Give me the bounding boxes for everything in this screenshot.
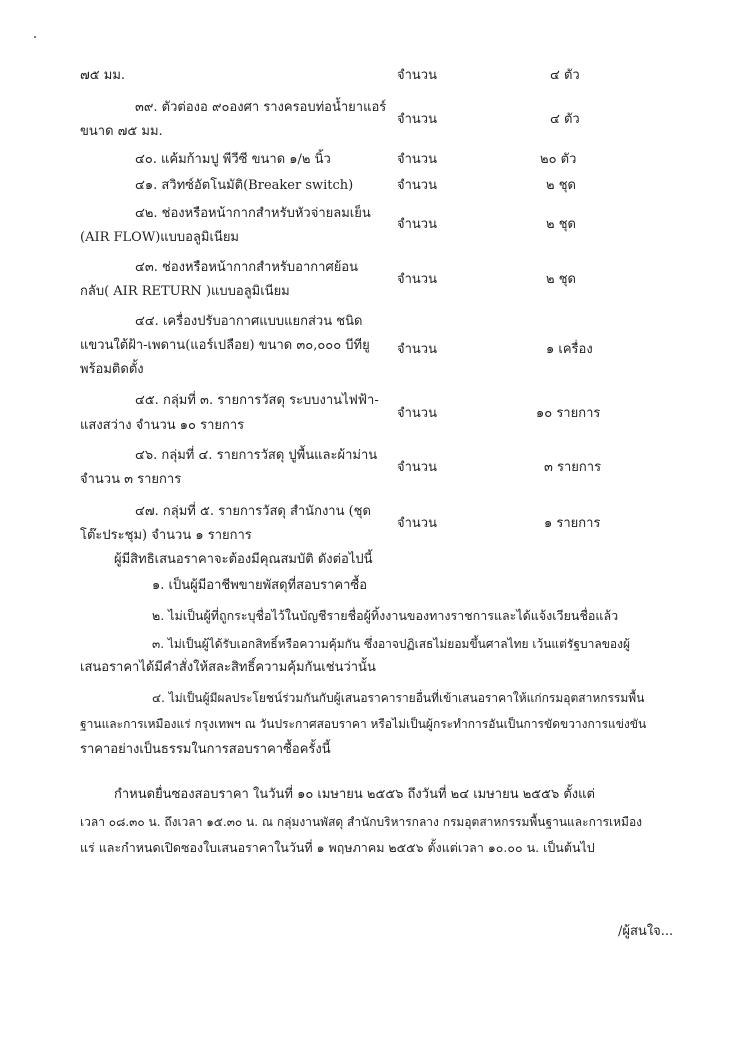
item-4-line-1: (AIR FLOW)แบบอลูมิเนียม [80, 230, 240, 245]
schedule-line-3: แร่ และกำหนดเปิดซองใบเสนอราคาในวันที่ ๑ พฤษภาคม ๒๕๕๖ ตั้งแต่เวลา ๑๐.๐๐ น. เป็นต้นไป [80, 840, 595, 855]
item-0-qty: ๔ ตัว [550, 68, 580, 83]
item-7-line-1: แสงสว่าง จำนวน ๑๐ รายการ [80, 418, 245, 433]
qualification-3-line-1: ๓. ไม่เป็นผู้ได้รับเอกสิทธิ์หรือความคุ้มกัน ซึ่งอาจปฏิเสธไม่ยอมขึ้นศาลไทย เว้นแต่รัฐบาลของผู้ [152, 637, 631, 651]
qualification-4-line-2: ฐานและการเหมืองแร่ กรุงเทพฯ ณ วันประกาศสอบราคา หรือไม่เป็นผู้กระทำการอันเป็นการขัดขวางการแข่งขัน [80, 717, 647, 731]
item-7-unit: จำนวน [397, 406, 437, 421]
item-6-unit: จำนวน [397, 342, 437, 357]
item-7-line-0: ๔๕. กลุ่มที่ ๓. รายการวัสดุ ระบบงานไฟฟ้า- [135, 393, 379, 408]
item-1-line-0: ๓๙. ตัวต่องอ ๙๐องศา รางครอบท่อน้ำยาแอร์ [135, 100, 387, 115]
qualifications-heading: ผู้มีสิทธิเสนอราคาจะต้องมีคุณสมบัติ ดังต่อไปนี้ [114, 552, 373, 567]
item-0-unit: จำนวน [397, 68, 437, 83]
schedule-line-2: เวลา ๐๘.๓๐ น. ถึงเวลา ๑๕.๓๐ น. ณ กลุ่มงานพัสดุ สำนักบริหารกลาง กรมอุตสาหกรรมพื้นฐานและการเหมือง [80, 815, 643, 829]
item-8-line-0: ๔๖. กลุ่มที่ ๔. รายการวัสดุ ปูพื้นและผ้าม่าน [135, 448, 378, 463]
continued-marker: /ผู้สนใจ... [618, 924, 674, 939]
item-7-qty: ๑๐ รายการ [536, 406, 601, 421]
qualification-1: ๑. เป็นผู้มีอาชีพขายพัสดุที่สอบราคาซื้อ [152, 578, 368, 593]
qualification-2: ๒. ไม่เป็นผู้ที่ถูกระบุชื่อไว้ในบัญชีรายชื่อผู้ทิ้งงานของทางราชการและได้แจ้งเวียนชื่อแล้ว [152, 608, 619, 623]
item-9-qty: ๑ รายการ [544, 516, 601, 531]
qualification-4-line-3: ราคาอย่างเป็นธรรมในการสอบราคาซื้อครั้งนี้ [80, 742, 331, 757]
item-5-qty: ๒ ชุด [546, 272, 576, 287]
item-6-line-1: แขวนใต้ฝ้า-เพดาน(แอร์เปลือย) ขนาด ๓๐,๐๐๐ บีทียู [80, 338, 370, 353]
item-4-qty: ๒ ชุด [546, 217, 576, 232]
item-9-unit: จำนวน [397, 516, 437, 531]
item-1-line-1: ขนาด ๗๕ มม. [80, 124, 163, 139]
item-4-line-0: ๔๒. ช่องหรือหน้ากากสำหรับหัวจ่ายลมเย็น [135, 206, 371, 221]
item-6-line-0: ๔๔. เครื่องปรับอากาศแบบแยกส่วน ชนิด [135, 314, 363, 329]
scan-speck [34, 36, 36, 38]
item-6-line-2: พร้อมติดตั้ง [80, 362, 144, 377]
item-2-unit: จำนวน [397, 152, 437, 167]
item-5-unit: จำนวน [397, 272, 437, 287]
item-9-line-0: ๔๗. กลุ่มที่ ๕. รายการวัสดุ สำนักงาน (ชุด [135, 504, 371, 519]
item-3-unit: จำนวน [397, 178, 437, 193]
item-6-qty: ๑ เครื่อง [546, 342, 593, 357]
item-4-unit: จำนวน [397, 217, 437, 232]
item-0-line-0: ๗๕ มม. [80, 68, 126, 83]
item-5-line-1: กลับ( AIR RETURN )แบบอลูมิเนียม [80, 284, 290, 299]
item-8-qty: ๓ รายการ [544, 460, 602, 475]
item-8-unit: จำนวน [397, 460, 437, 475]
item-3-line-0: ๔๑. สวิทซ์อัตโนมัติ(Breaker switch) [135, 178, 354, 193]
qualification-4-line-1: ๔. ไม่เป็นผู้มีผลประโยชน์ร่วมกันกับผู้เสนอราคารายอื่นที่เข้าเสนอราคาให้แก่กรมอุตสาหกรรมพื้น [152, 691, 645, 705]
qualification-3-line-2: เสนอราคาได้มีคำสั่งให้สละสิทธิ์ความคุ้มกันเช่นว่านั้น [80, 660, 376, 675]
item-2-line-0: ๔๐. แค้มก้ามปู พีวีซี ขนาด ๑/๒ นิ้ว [135, 152, 331, 167]
item-5-line-0: ๔๓. ช่องหรือหน้ากากสำหรับอากาศย้อน [135, 260, 359, 275]
item-2-qty: ๒๐ ตัว [540, 152, 577, 167]
item-8-line-1: จำนวน ๓ รายการ [80, 472, 182, 487]
item-9-line-1: โต๊ะประชุม) จำนวน ๑ รายการ [80, 528, 252, 543]
item-1-unit: จำนวน [397, 112, 437, 127]
item-1-qty: ๔ ตัว [550, 112, 580, 127]
schedule-line-1: กำหนดยื่นซองสอบราคา ในวันที่ ๑๐ เมษายน ๒๕๕๖ ถึงวันที่ ๒๔ เมษายน ๒๕๕๖ ตั้งแต่ [114, 787, 595, 802]
item-3-qty: ๒ ชุด [546, 178, 576, 193]
